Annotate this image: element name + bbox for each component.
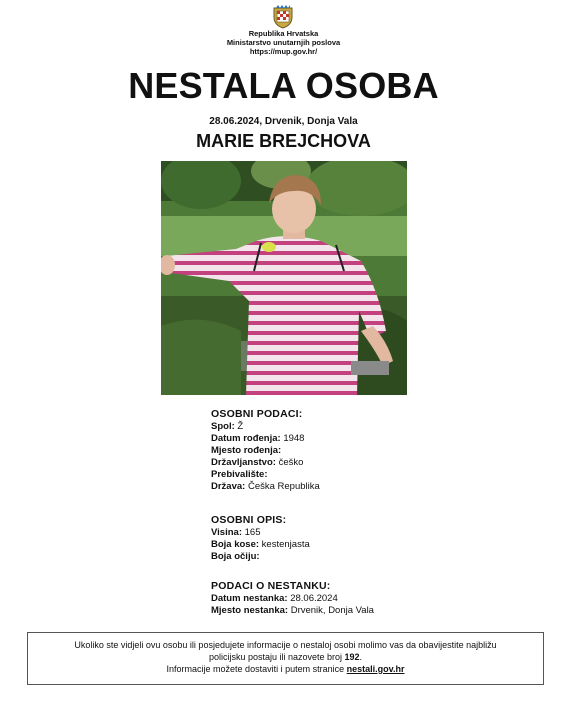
issuer-header	[0, 29, 567, 56]
issuer-ministry: Ministarstvo unutarnjih poslova	[226, 38, 341, 47]
description-section	[211, 514, 310, 563]
page-title: NESTALA OSOBA	[128, 65, 439, 106]
issuer-url[interactable]: https://mup.gov.hr/	[249, 47, 318, 56]
field-height: Visina: 165	[211, 527, 261, 538]
personal-data-heading: OSOBNI PODACI:	[211, 408, 303, 420]
field-missing-place: Mjesto nestanka: Drvenik, Donja Vala	[211, 605, 374, 616]
field-citizenship: Državljanstvo: češko	[211, 457, 304, 468]
coat-of-arms-icon	[272, 5, 294, 29]
description-heading: OSOBNI OPIS:	[211, 514, 287, 526]
issuer-country: Republika Hrvatska	[248, 29, 319, 38]
personal-data-section	[211, 408, 320, 493]
field-eye-color: Boja očiju:	[211, 551, 260, 562]
field-hair-color: Boja kose: kestenjasta	[211, 539, 310, 550]
field-birth-place: Mjesto rođenja:	[211, 445, 282, 456]
incident-summary: 28.06.2024, Drvenik, Donja Vala	[209, 116, 358, 127]
nestali-link[interactable]: nestali.gov.hr	[346, 664, 405, 674]
field-missing-date: Datum nestanka: 28.06.2024	[211, 593, 338, 604]
field-residence: Prebivalište:	[211, 469, 268, 480]
notice-line-3: Informacije možete dostaviti i putem stranice nestali.gov.hr	[166, 664, 405, 674]
contact-notice	[27, 632, 544, 685]
field-sex: Spol: Ž	[211, 421, 244, 432]
notice-line-1: Ukoliko ste vidjeli ovu osobu ili posjedujete informacije o nestaloj osobi molimo vas da obavijestite najbližu	[74, 640, 497, 650]
field-birth-date: Datum rođenja: 1948	[211, 433, 305, 444]
disappearance-section	[211, 580, 374, 617]
field-country: Država: Češka Republika	[211, 481, 320, 492]
disappearance-heading: PODACI O NESTANKU:	[211, 580, 331, 592]
person-name: MARIE BREJCHOVA	[196, 131, 371, 151]
notice-line-2: policijsku postaju ili nazovete broj 192.	[208, 652, 363, 662]
emergency-phone: 192	[344, 652, 360, 662]
person-photo	[161, 161, 407, 395]
